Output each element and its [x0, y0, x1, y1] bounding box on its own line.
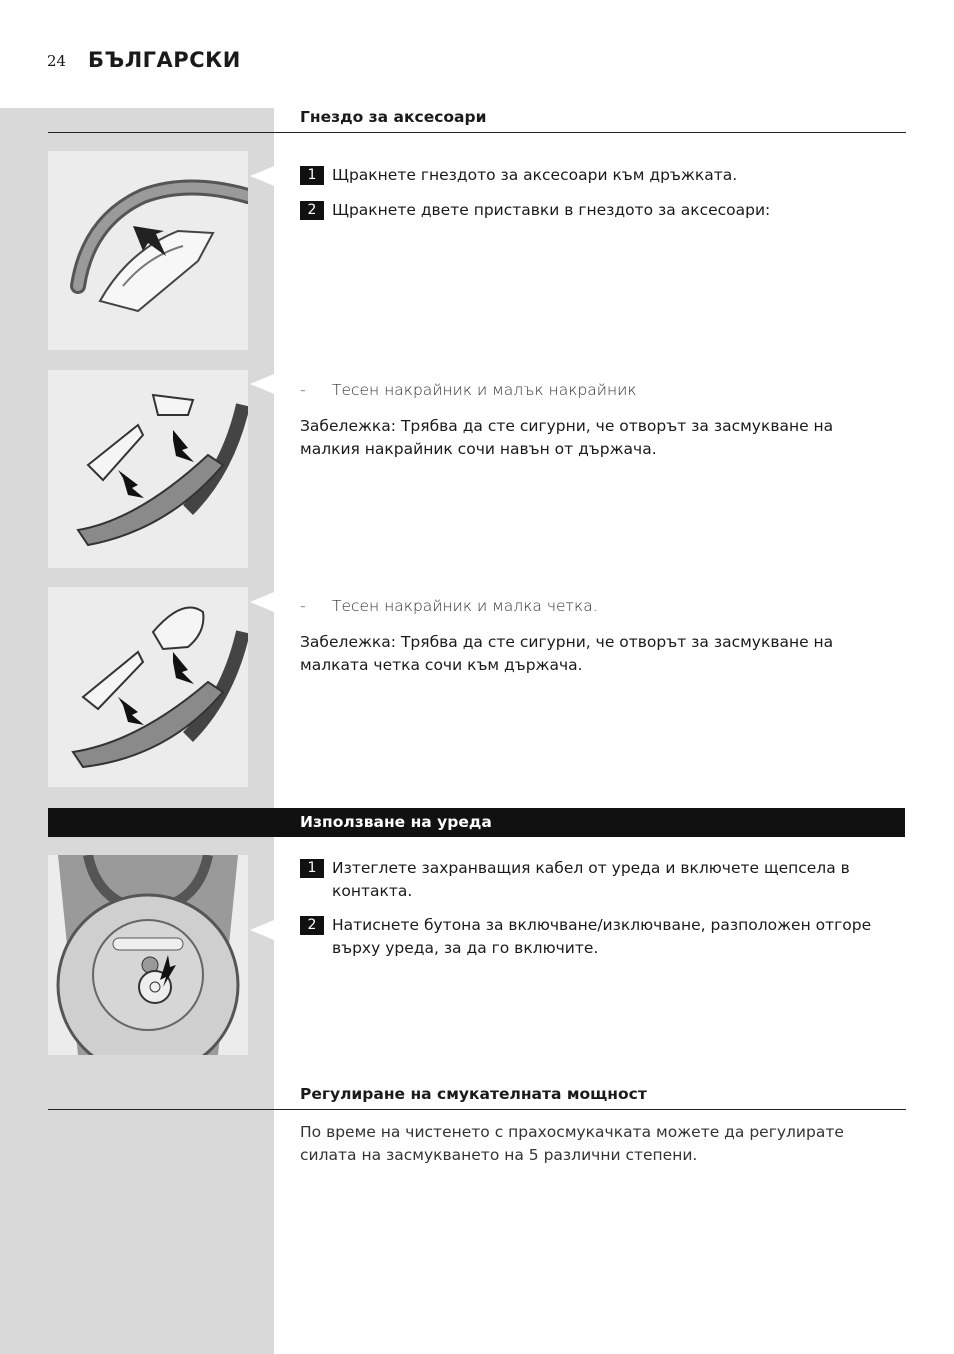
- step-2-attach-tools: [300, 199, 900, 222]
- suction-power-paragraph: По време на чистенето с прахосмукачката можете да регулирате силата на засмукването на 5 различни степени.: [300, 1123, 844, 1164]
- step-number: 2: [300, 916, 324, 935]
- illustration-crevice-small-brush: [48, 587, 248, 787]
- bullet-text: Тесен накрайник и малка четка.: [332, 597, 598, 615]
- illustration-pointer: [250, 166, 274, 186]
- illustration-pointer: [250, 374, 274, 394]
- illustration-holder-attach: [48, 151, 248, 350]
- bullet-item-2: [300, 597, 598, 615]
- bullet-text: Тесен накрайник и малък накрайник: [332, 381, 637, 399]
- note-1: Забележка: Трябва да сте сигурни, че отворът за засмукване на малкия накрайник сочи навън от държача.: [300, 417, 834, 458]
- illustration-pointer: [250, 920, 274, 940]
- step-number: 1: [300, 166, 324, 185]
- section-title-accessory-holder: Гнездо за аксесоари: [300, 108, 487, 126]
- section-divider: [48, 1109, 906, 1110]
- page-number: 24: [47, 52, 67, 70]
- section-band-using-appliance: [48, 808, 905, 837]
- section-title-suction-power: Регулиране на смукателната мощност: [300, 1085, 647, 1103]
- section-title-using-appliance: Използване на уреда: [300, 813, 492, 831]
- section-divider: [48, 132, 906, 133]
- illustration-crevice-small-nozzle: [48, 370, 248, 568]
- illustration-pointer: [250, 592, 274, 612]
- note-2: Забележка: Трябва да сте сигурни, че отворът за засмукване на малката четка сочи към държача.: [300, 633, 834, 674]
- bullet-dash: -: [300, 597, 306, 615]
- step-number: 1: [300, 859, 324, 878]
- bullet-dash: -: [300, 381, 306, 399]
- step-text: Натиснете бутона за включване/изключване, разположен отгоре върху уреда, за да го включите.: [332, 916, 872, 957]
- step-text: Щракнете гнездото за аксесоари към дръжката.: [332, 166, 738, 184]
- step-text: Изтеглете захранващия кабел от уреда и включете щепсела в контакта.: [332, 859, 850, 900]
- bullet-item-1: [300, 381, 637, 399]
- step-text: Щракнете двете приставки в гнездото за аксесоари:: [332, 201, 771, 219]
- language-title: БЪЛГАРСКИ: [88, 48, 241, 72]
- step-1-attach-holder: [300, 164, 900, 187]
- step-1-plug-in: [300, 857, 900, 903]
- illustration-power-button: [48, 855, 248, 1055]
- step-2-switch-on: [300, 914, 900, 960]
- step-number: 2: [300, 201, 324, 220]
